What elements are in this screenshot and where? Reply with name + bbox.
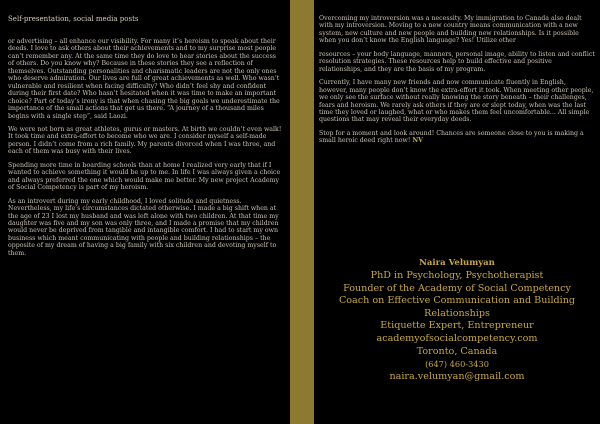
author-credential: Founder of the Academy of Social Competency [343,282,571,294]
closing-text: Stop for a moment and look around! Chances are someone close to you is making a small heroic deed right now! [319,129,584,145]
center-divider-bar [290,0,314,424]
author-email: naira.velumyan@gmail.com [389,370,525,382]
author-website: academyofsocialcompetency.com [376,332,538,344]
article-paragraph: We were not born as great athletes, gurus or masters. At birth we couldn’t even walk! It took time and extra-effort to become who we are. I consider myself a self-made person. I didn’t come from a rich family. My parents divorced when I was three, and each of them was busy with their lives. [8,125,282,156]
author-credential: Etiquette Expert, Entrepreneur [380,320,534,332]
article-paragraph: Spending more time in boarding schools than at home I realized very early that if I wanted to achieve something it would be up to me. In life I was always given a choice and always preferred the one which would make me better. My new project Academy of Social Competency is part of my heroism. [8,161,281,192]
section-heading: Self-presentation, social media posts [8,15,139,23]
author-signature-block [314,257,600,383]
author-name: Naira Velumyan [419,258,495,268]
author-location: Toronto, Canada [416,345,498,357]
article-paragraph: As an introvert during my early childhood, I loved solitude and quietness. Nevertheless, my life’s circumstances dictated otherwise. I made a big shift when at the age of 23 I lost my husband and was left alone with two children. At that time my daughter was five and my son was only three, and I made a promise that my children would never be deprived from tangible and intangible comfort. I had to start my own business which meant communicating with people and building relationships – the opposite of my dream of having a big family with six children and devoting myself to them. [8,197,279,257]
closing-paragraph [319,130,595,145]
right-article-body [319,15,595,151]
left-article-body [8,38,284,263]
author-phone: (647) 460-3430 [425,359,489,370]
author-credential: PhD in Psychology, Psychotherapist [370,270,544,281]
article-paragraph: resources – your body language, manners, personal image, ability to listen and conflict resolution strategies. These resources help to build effective and positive relationships, and they are the basis of my program. [319,50,595,73]
author-initials: NV [412,137,423,145]
article-paragraph: or advertising – all enhance our visibility. For many it’s heroism to speak about their deeds. I love to ask others about their achievements and to my surprise most people can’t remember any. At the same time they do love to hear stories about the success of others. Do you know why? Because in these stories they see a reflection of themselves. Outstanding personalities and charismatic leaders are not the only ones who deserve admiration. Our lives are full of great achievements as well. Who wasn’t vulnerable and resilient when facing difficulty? Who didn’t feel shy and confident during their first date? Who hasn’t hesitated when it was time to make an important choice? Part of today’s irony is that when chasing the big goals we underestimate the importance of the small actions that get us there. “A journey of a thousand miles begins with a single step”, said Laozi. [8,38,280,120]
article-paragraph: Overcoming my introversion was a necessity. My immigration to Canada also dealt with my introversion. Moving to a new country means communication with a new system, new culture and new people and building new relationships. Is it possible when you don’t know the English language? Yes! Utilize other [319,15,582,45]
article-paragraph: Currently, I have many new friends and now communicate fluently in English, however, many people don’t know the extra-effort it took. When meeting other people, we only see the surface without really knowing the story beneath – their challenges, fears and heroism. We rarely ask others if they are or slept today, when was the last time they loved or laughed, what or who makes them feel uncomfortable... All simple questions that may reveal their everyday deeds. [319,79,594,124]
author-credential: Coach on Effective Communication and Building Relationships [338,295,576,319]
